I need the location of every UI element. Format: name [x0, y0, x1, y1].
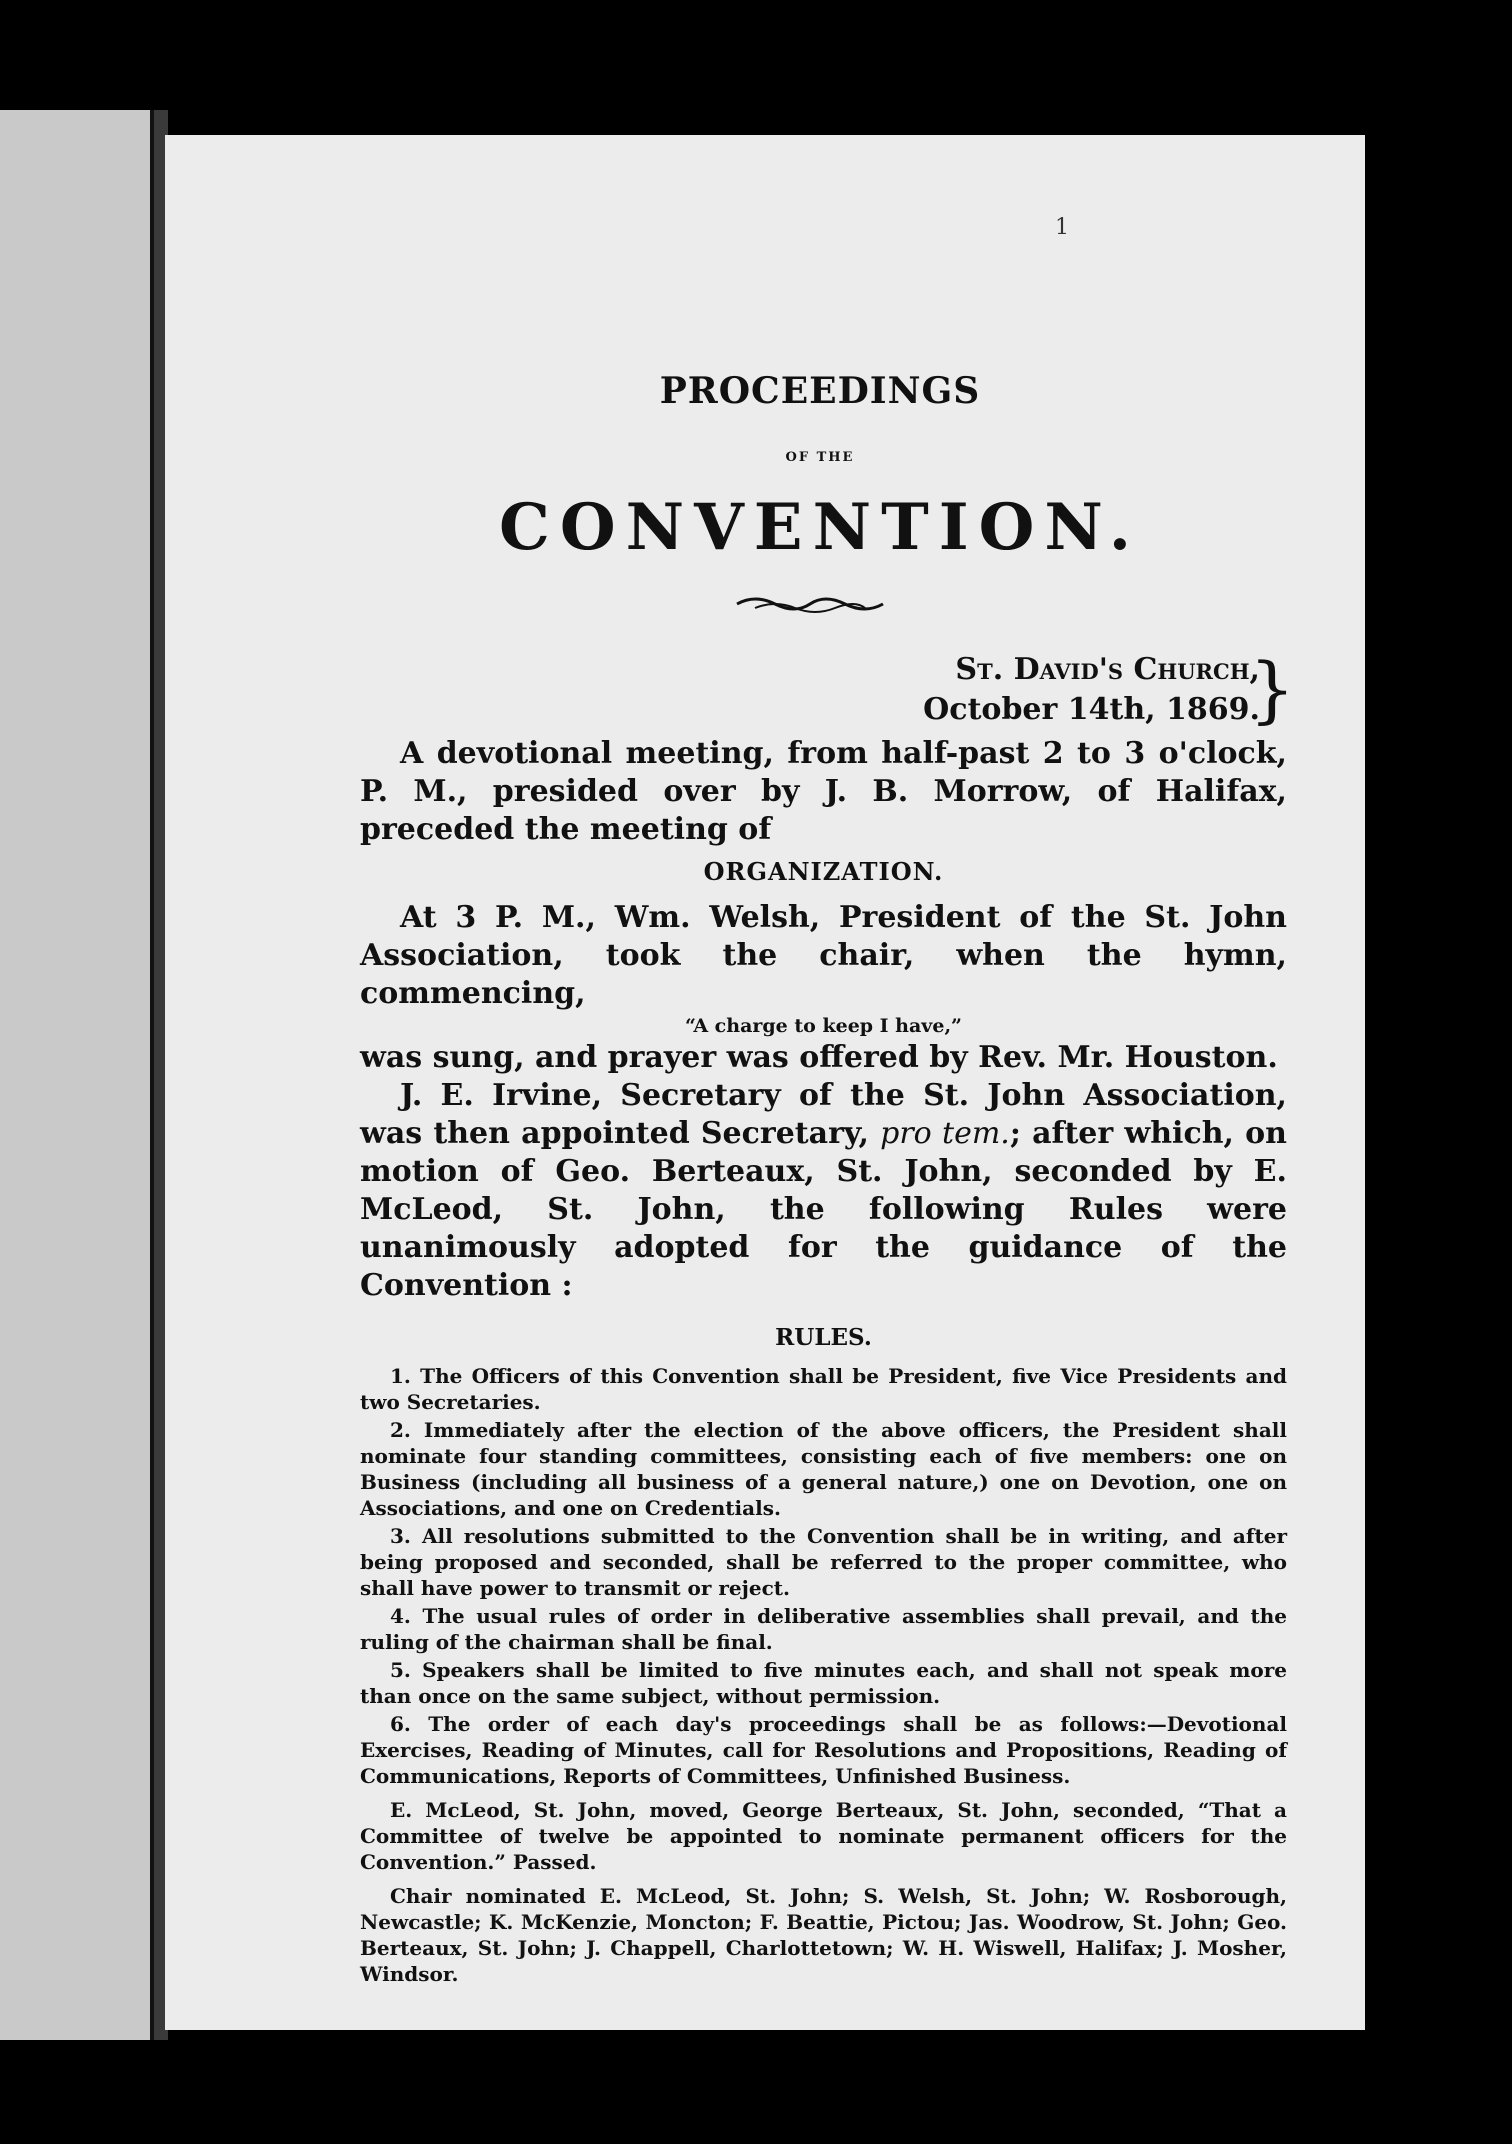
organization-paragraph-cont: was sung, and prayer was offered by Rev. Mr. Houston.: [360, 1040, 1278, 1075]
rules-heading: RULES.: [775, 1324, 872, 1351]
title-connector: OF THE: [785, 450, 855, 465]
brace-glyph: }: [1249, 647, 1295, 731]
motion-paragraph: E. McLeod, St. John, moved, George Berteaux, St. John, seconded, “That a Committee of twelve be appointed to nominate permanent officers for the Convention.” Passed.: [360, 1798, 1287, 1874]
rules-list: [360, 1363, 1287, 1789]
rule-item: 4. The usual rules of order in deliberative assemblies shall prevail, and the ruling of the chairman shall be final.: [360, 1604, 1287, 1654]
facing-page-edge: [0, 110, 160, 2040]
binding-line: [150, 110, 154, 2040]
secretary-text: J. E. Irvine, Secretary of the St. John Association, was then appointed Secretary,: [360, 1078, 1287, 1151]
main-title: CONVENTION.: [498, 490, 1142, 565]
rule-item: 6. The order of each day's proceedings shall be as follows:—Devotional Exercises, Reading of Minutes, call for Resolutions and Propositions, Reading of Communications, Reports of Committees, Unfinished Business.: [360, 1712, 1287, 1788]
pro-tem-text: pro tem.: [880, 1116, 1010, 1151]
document-page: [165, 135, 1365, 2030]
document-body: [360, 735, 1287, 1995]
rule-item: 2. Immediately after the election of the above officers, the President shall nominate four standing committees, consisting each of five members: one on Business (including all business of a general nature,) one on Devotion, one on Associations, and one on Credentials.: [360, 1418, 1287, 1520]
rule-item: 1. The Officers of this Convention shall be President, five Vice Presidents and two Secretaries.: [360, 1364, 1287, 1414]
secretary-paragraph: [360, 1077, 1287, 1305]
minutes-section: [360, 1797, 1287, 1987]
hymn-quote: “A charge to keep I have,”: [685, 1015, 962, 1037]
rules-intro-text: ; after which, on motion of Geo. Berteaux, St. John, seconded by E. McLeod, St. John, the following Rules were unanimously adopted for the guidance of the Convention :: [360, 1116, 1287, 1303]
organization-paragraph: At 3 P. M., Wm. Welsh, President of the St. John Association, took the chair, when the hymn, commencing,: [360, 900, 1287, 1011]
organization-heading: ORGANIZATION.: [703, 857, 944, 886]
page-number: 1: [1055, 215, 1069, 240]
page-title: PROCEEDINGS: [659, 370, 981, 412]
intro-paragraph: A devotional meeting, from half-past 2 to 3 o'clock, P. M., presided over by J. B. Morrow, of Halifax, preceded the meeting of: [360, 736, 1287, 847]
rule-item: 3. All resolutions submitted to the Convention shall be in writing, and after being proposed and seconded, shall be referred to the proper committee, who shall have power to transmit or reject.: [360, 1524, 1287, 1600]
nominations-paragraph: Chair nominated E. McLeod, St. John; S. Welsh, St. John; W. Rosborough, Newcastle; K. McKenzie, Moncton; F. Beattie, Pictou; Jas. Woodrow, St. John; Geo. Berteaux, St. John; J. Chappell, Charlottetown; W. H. Wiswell, Halifax; J. Mosher, Windsor.: [360, 1884, 1287, 1986]
rule-item: 5. Speakers shall be limited to five minutes each, and shall not speak more than once on the same subject, without permission.: [360, 1658, 1287, 1708]
dateline: [923, 650, 1260, 730]
date-line: October 14th, 1869.: [923, 692, 1260, 727]
place-line: St. David's Church,: [955, 652, 1260, 687]
divider-ornament: [735, 590, 885, 614]
